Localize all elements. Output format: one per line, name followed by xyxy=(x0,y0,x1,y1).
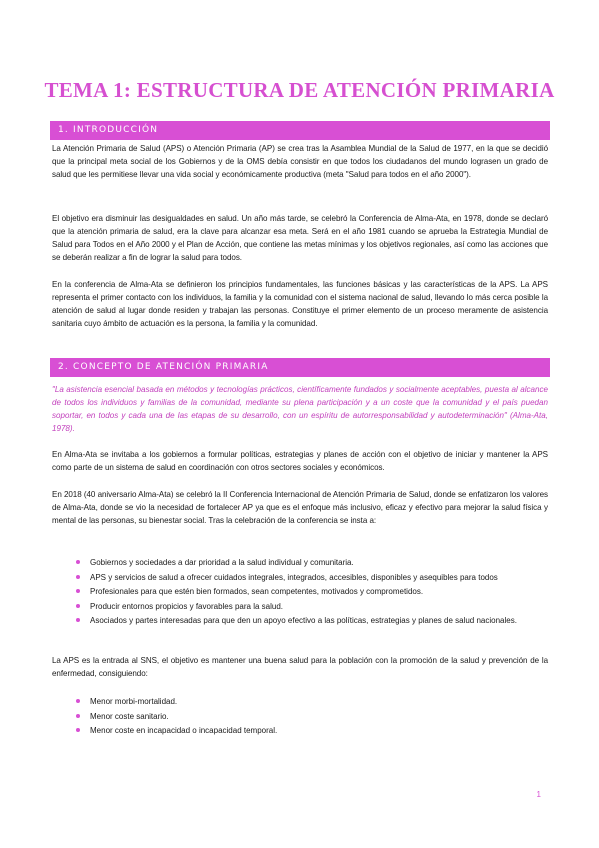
alma-ata-quote: "La asistencia esencial basada en métodos y tecnologías prácticos, científicamente fundados y socialmente aceptables, puesta al alcance de todos los individuos y familias de la comunidad, mediante su plena participación y a un coste que la comunidad y el país puedan soportar, en todos y cada una de las etapas de su desarrollo, con un espíritu de autorresponsabilidad y autodeterminación" (Alma-Ata, 1978). xyxy=(52,385,548,434)
objectives-list xyxy=(52,696,548,740)
bullet-icon xyxy=(76,560,80,564)
paragraph-concepto-3: La APS es la entrada al SNS, el objetivo es mantener una buena salud para la población con la promoción de la salud y prevención de la enfermedad, consiguiendo: xyxy=(52,656,548,679)
paragraph-intro-2: El objetivo era disminuir las desigualdades en salud. Un año más tarde, se celebró la Conferencia de Alma-Ata, en 1978, donde se declaró que la atención primaria de salud, era la clave para alcanzar esa meta. Será en el año 1981 cuando se aprueba la Estrategia Mundial de Salud para Todos en el Año 2000 y el Plan de Acción, que contiene las metas mínimas y los objetivos regionales, así como las acciones que se deberán realizar a fin de lograr la salud para todos. xyxy=(52,214,548,263)
bullet-icon xyxy=(76,714,80,718)
paragraph-concepto-1: En Alma-Ata se invitaba a los gobiernos a formular políticas, estrategias y planes de acción con el objetivo de iniciar y mantener la APS como parte de un sistema de salud en coordinación con otros sectores sociales y económicos. xyxy=(52,450,548,473)
conference-list xyxy=(52,557,548,630)
section-heading-concepto: 2. CONCEPTO DE ATENCIÓN PRIMARIA xyxy=(50,358,550,377)
bullet-icon xyxy=(76,575,80,579)
bullet-icon xyxy=(76,728,80,732)
bullet-icon xyxy=(76,604,80,608)
page-number: 1 xyxy=(536,790,541,799)
list-item: Menor coste sanitario. xyxy=(52,711,548,722)
list-item: Menor morbi-mortalidad. xyxy=(52,696,548,707)
list-item: Producir entornos propicios y favorables para la salud. xyxy=(52,601,548,612)
document-title: TEMA 1: ESTRUCTURA DE ATENCIÓN PRIMARIA xyxy=(44,78,555,102)
paragraph-intro-3: En la conferencia de Alma-Ata se definieron los principios fundamentales, las funciones básicas y las características de la APS. La APS representa el primer contacto con los individuos, la familia y la comunidad con el sistema nacional de salud, llevando lo más cerca posible la atención de salud al lugar donde residen y trabajan las personas. Constituye el primer elemento de un proceso meramente de asistencia sanitaria cuyo ámbito de actuación es la persona, la familia y la comunidad. xyxy=(52,280,548,329)
list-item: APS y servicios de salud a ofrecer cuidados integrales, integrados, accesibles, disponibles y asequibles para todos xyxy=(52,572,548,583)
list-item: Profesionales para que estén bien formados, sean competentes, motivados y comprometidos. xyxy=(52,586,548,597)
section-heading-introduccion: 1. INTRODUCCIÓN xyxy=(50,121,550,140)
bullet-icon xyxy=(76,589,80,593)
list-item: Asociados y partes interesadas para que den un apoyo efectivo a las políticas, estrategias y planes de salud nacionales. xyxy=(52,615,548,626)
bullet-icon xyxy=(76,699,80,703)
paragraph-intro-1: La Atención Primaria de Salud (APS) o Atención Primaria (AP) se crea tras la Asamblea Mundial de la Salud de 1977, en la que se decidió que la principal meta social de los Gobiernos y de la OMS debía consistir en que todos los ciudadanos del mundo lograsen un grado de salud que les permitiese llevar una vida social y económicamente productiva (meta "Salud para todos en el año 2000"). xyxy=(52,144,548,180)
list-item: Gobiernos y sociedades a dar prioridad a la salud individual y comunitaria. xyxy=(52,557,548,568)
bullet-icon xyxy=(76,618,80,622)
list-item: Menor coste en incapacidad o incapacidad temporal. xyxy=(52,725,548,736)
paragraph-concepto-2: En 2018 (40 aniversario Alma-Ata) se celebró la II Conferencia Internacional de Atención Primaria de Salud, donde se enfatizaron los valores de Alma-Ata, donde se vio la necesidad de fortalecer AP ya que es el enfoque más inclusivo, eficaz y efectivo para mejorar la salud física y mental de las personas, su bienestar social. Tras la celebración de la conferencia se insta a: xyxy=(52,490,548,526)
